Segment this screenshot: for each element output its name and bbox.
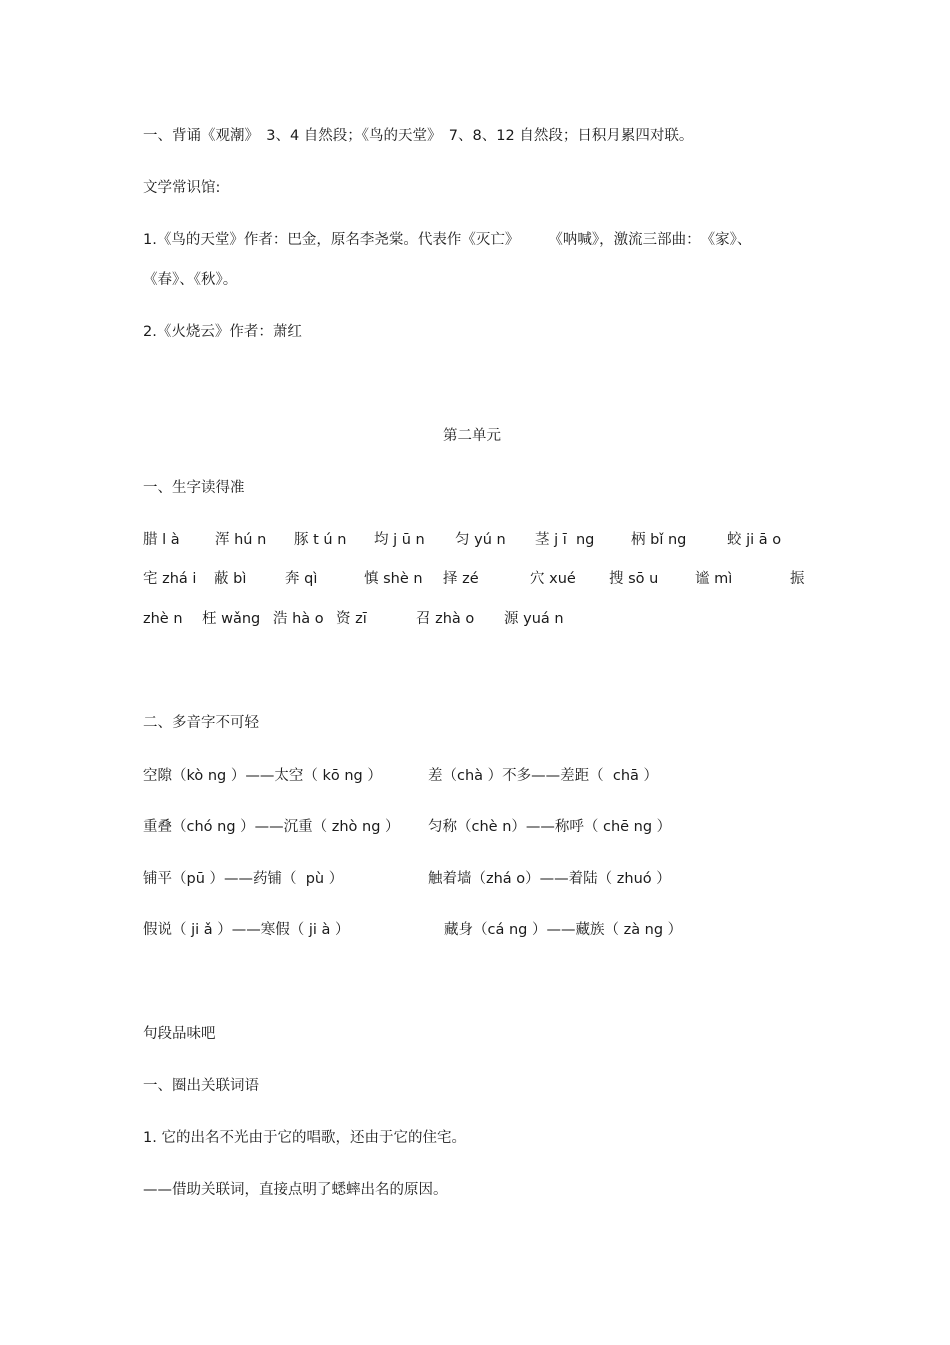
polyphone-left: 空隙（kò ng ）——太空（ kō ng ） (143, 768, 382, 784)
subsection-title-conjunctions: 一、圈出关联词语 (143, 1078, 259, 1094)
char-item: 均 j ū n (374, 532, 425, 548)
char-item: 浩 hà o (273, 611, 324, 627)
char-item: 穴 xué (530, 571, 576, 587)
char-item: 匀 yú n (455, 532, 506, 548)
char-item: 蛟 ji ā o (727, 532, 782, 548)
polyphone-right: 匀称（chè n）——称呼（ chē ng ） (428, 819, 672, 835)
recite-line: 一、背诵《观潮》 3、4 自然段；《鸟的天堂》 7、8、12 自然段；日积月累四对联。 (143, 128, 694, 144)
char-item: 柄 bǐ ng (631, 532, 687, 548)
char-item: 振 (790, 571, 805, 587)
unit-heading: 第二单元 (443, 428, 501, 444)
char-item: 源 yuá n (504, 611, 564, 627)
char-item: 搜 sō u (609, 571, 659, 587)
section-title-polyphones: 二、多音字不可轻 (143, 715, 259, 731)
char-item: 蔽 bì (214, 571, 247, 587)
char-item: 浑 hú n (215, 532, 267, 548)
char-item: 择 zé (443, 571, 479, 587)
char-item: 茎 j ī ng (535, 532, 595, 548)
char-item: 奔 qì (285, 571, 318, 587)
char-item: 资 zī (336, 611, 367, 627)
polyphone-left: 假说（ ji ǎ ）——寒假（ ji à ） (143, 922, 350, 938)
char-item: zhè n (143, 611, 183, 627)
char-item: 豚 t ú n (294, 532, 347, 548)
polyphone-right: 藏身（cá ng ）——藏族（ zà ng ） (444, 922, 683, 938)
char-item: 慎 shè n (364, 571, 423, 587)
char-item: 枉 wǎng (202, 611, 261, 627)
char-item: 宅 zhá i (143, 571, 197, 587)
literature-item-1-line-1: 1.《鸟的天堂》作者：巴金，原名李尧棠。代表作《灭亡》 《呐喊》，激流三部曲： 《家》、 (143, 232, 752, 248)
polyphone-left: 铺平（pū ）——药铺（ pù ） (143, 871, 344, 887)
char-item: 谧 mì (695, 571, 733, 587)
polyphone-right: 触着墙（zhá o）——着陆（ zhuó ） (428, 871, 671, 887)
literature-item-2: 2.《火烧云》作者：萧红 (143, 324, 302, 340)
literature-title: 文学常识馆: (143, 180, 221, 196)
section-title-characters: 一、生字读得准 (143, 480, 245, 496)
char-item: 腊 l à (143, 532, 180, 548)
sentence-1-note: ——借助关联词，直接点明了蟋蟀出名的原因。 (143, 1182, 448, 1198)
sentence-1: 1. 它的出名不光由于它的唱歌，还由于它的住宅。 (143, 1130, 466, 1146)
polyphone-right: 差（chà ）不多——差距（ chā ） (428, 768, 659, 784)
literature-item-1-line-2: 《春》、《秋》。 (143, 272, 238, 288)
section-title-sentences: 句段品味吧 (143, 1026, 216, 1042)
polyphone-left: 重叠（chó ng ）——沉重（ zhò ng ） (143, 819, 400, 835)
char-item: 召 zhà o (416, 611, 475, 627)
